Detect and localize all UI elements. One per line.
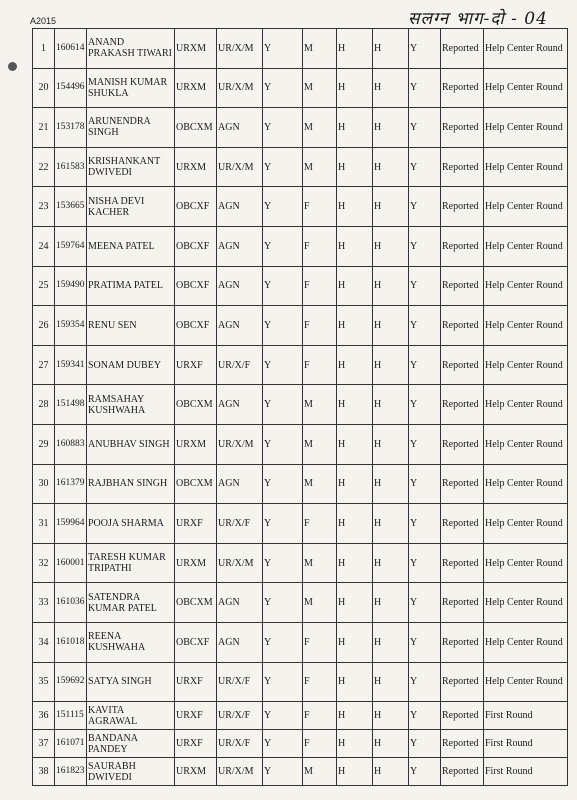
subject-cell: H xyxy=(373,464,409,504)
serial-number-cell: 20 xyxy=(33,68,55,108)
application-id-cell: 159692 xyxy=(55,662,87,702)
gender-cell: F xyxy=(303,226,337,266)
status-cell: Reported xyxy=(441,504,484,544)
serial-number-cell: 32 xyxy=(33,543,55,583)
application-id-cell: 153665 xyxy=(55,187,87,227)
confirmation-cell: Y xyxy=(409,758,441,786)
serial-number-cell: 25 xyxy=(33,266,55,306)
status-cell: Reported xyxy=(441,622,484,662)
quota-cell: UR/X/M xyxy=(217,758,263,786)
serial-number-cell: 21 xyxy=(33,108,55,148)
gender-cell: F xyxy=(303,187,337,227)
candidate-name-cell: MANISH KUMAR SHUKLA xyxy=(87,68,175,108)
eligibility-cell: Y xyxy=(263,266,303,306)
eligibility-cell: Y xyxy=(263,583,303,623)
round-cell: Help Center Round xyxy=(484,504,568,544)
application-id-cell: 159354 xyxy=(55,306,87,346)
round-cell: Help Center Round xyxy=(484,306,568,346)
handwritten-annotation: सलग्न भाग-दो - 04 xyxy=(408,9,548,29)
domicile-cell: H xyxy=(337,385,373,425)
subject-cell: H xyxy=(373,662,409,702)
domicile-cell: H xyxy=(337,583,373,623)
eligibility-cell: Y xyxy=(263,385,303,425)
eligibility-cell: Y xyxy=(263,108,303,148)
serial-number-cell: 34 xyxy=(33,622,55,662)
quota-cell: AGN xyxy=(217,108,263,148)
round-cell: Help Center Round xyxy=(484,68,568,108)
category-cell: OBCXF xyxy=(175,187,217,227)
status-cell: Reported xyxy=(441,68,484,108)
domicile-cell: H xyxy=(337,543,373,583)
serial-number-cell: 28 xyxy=(33,385,55,425)
quota-cell: UR/X/M xyxy=(217,29,263,69)
confirmation-cell: Y xyxy=(409,662,441,702)
serial-number-cell: 22 xyxy=(33,147,55,187)
candidate-name-cell: NISHA DEVI KACHER xyxy=(87,187,175,227)
gender-cell: F xyxy=(303,662,337,702)
round-cell: Help Center Round xyxy=(484,424,568,464)
table-row xyxy=(33,226,568,266)
candidate-name-cell: SONAM DUBEY xyxy=(87,345,175,385)
gender-cell: M xyxy=(303,29,337,69)
subject-cell: H xyxy=(373,730,409,758)
confirmation-cell: Y xyxy=(409,108,441,148)
subject-cell: H xyxy=(373,543,409,583)
scan-mark xyxy=(8,62,17,71)
candidate-name-cell: POOJA SHARMA xyxy=(87,504,175,544)
subject-cell: H xyxy=(373,424,409,464)
subject-cell: H xyxy=(373,622,409,662)
candidate-name-cell: PRATIMA PATEL xyxy=(87,266,175,306)
gender-cell: M xyxy=(303,758,337,786)
application-id-cell: 161823 xyxy=(55,758,87,786)
eligibility-cell: Y xyxy=(263,147,303,187)
table-body xyxy=(33,29,568,786)
subject-cell: H xyxy=(373,29,409,69)
gender-cell: F xyxy=(303,504,337,544)
category-cell: URXM xyxy=(175,29,217,69)
quota-cell: UR/X/F xyxy=(217,345,263,385)
round-cell: Help Center Round xyxy=(484,266,568,306)
confirmation-cell: Y xyxy=(409,226,441,266)
application-id-cell: 161583 xyxy=(55,147,87,187)
status-cell: Reported xyxy=(441,424,484,464)
round-cell: Help Center Round xyxy=(484,345,568,385)
table-row xyxy=(33,345,568,385)
round-cell: Help Center Round xyxy=(484,226,568,266)
serial-number-cell: 36 xyxy=(33,702,55,730)
eligibility-cell: Y xyxy=(263,730,303,758)
category-cell: OBCXF xyxy=(175,226,217,266)
table-row xyxy=(33,543,568,583)
domicile-cell: H xyxy=(337,662,373,702)
round-cell: Help Center Round xyxy=(484,29,568,69)
status-cell: Reported xyxy=(441,266,484,306)
candidate-name-cell: REENA KUSHWAHA xyxy=(87,622,175,662)
table-row xyxy=(33,424,568,464)
category-cell: URXM xyxy=(175,543,217,583)
subject-cell: H xyxy=(373,504,409,544)
category-cell: URXF xyxy=(175,662,217,702)
candidate-name-cell: TARESH KUMAR TRIPATHI xyxy=(87,543,175,583)
round-cell: First Round xyxy=(484,758,568,786)
table-row xyxy=(33,504,568,544)
domicile-cell: H xyxy=(337,758,373,786)
subject-cell: H xyxy=(373,385,409,425)
subject-cell: H xyxy=(373,266,409,306)
round-cell: Help Center Round xyxy=(484,583,568,623)
eligibility-cell: Y xyxy=(263,662,303,702)
confirmation-cell: Y xyxy=(409,187,441,227)
confirmation-cell: Y xyxy=(409,266,441,306)
subject-cell: H xyxy=(373,68,409,108)
application-id-cell: 159764 xyxy=(55,226,87,266)
serial-number-cell: 33 xyxy=(33,583,55,623)
gender-cell: M xyxy=(303,583,337,623)
status-cell: Reported xyxy=(441,543,484,583)
confirmation-cell: Y xyxy=(409,702,441,730)
serial-number-cell: 1 xyxy=(33,29,55,69)
subject-cell: H xyxy=(373,147,409,187)
status-cell: Reported xyxy=(441,29,484,69)
candidate-name-cell: MEENA PATEL xyxy=(87,226,175,266)
domicile-cell: H xyxy=(337,424,373,464)
domicile-cell: H xyxy=(337,147,373,187)
candidate-name-cell: ANAND PRAKASH TIWARI xyxy=(87,29,175,69)
application-id-cell: 160001 xyxy=(55,543,87,583)
gender-cell: M xyxy=(303,543,337,583)
gender-cell: F xyxy=(303,702,337,730)
serial-number-cell: 37 xyxy=(33,730,55,758)
serial-number-cell: 29 xyxy=(33,424,55,464)
category-cell: URXM xyxy=(175,147,217,187)
table-row xyxy=(33,758,568,786)
domicile-cell: H xyxy=(337,702,373,730)
domicile-cell: H xyxy=(337,266,373,306)
gender-cell: F xyxy=(303,730,337,758)
domicile-cell: H xyxy=(337,622,373,662)
eligibility-cell: Y xyxy=(263,29,303,69)
quota-cell: AGN xyxy=(217,583,263,623)
quota-cell: UR/X/M xyxy=(217,543,263,583)
status-cell: Reported xyxy=(441,108,484,148)
table-row xyxy=(33,583,568,623)
domicile-cell: H xyxy=(337,464,373,504)
application-id-cell: 160883 xyxy=(55,424,87,464)
status-cell: Reported xyxy=(441,226,484,266)
domicile-cell: H xyxy=(337,306,373,346)
application-id-cell: 153178 xyxy=(55,108,87,148)
serial-number-cell: 31 xyxy=(33,504,55,544)
status-cell: Reported xyxy=(441,345,484,385)
domicile-cell: H xyxy=(337,345,373,385)
status-cell: Reported xyxy=(441,306,484,346)
serial-number-cell: 35 xyxy=(33,662,55,702)
subject-cell: H xyxy=(373,108,409,148)
table-row xyxy=(33,108,568,148)
round-cell: Help Center Round xyxy=(484,147,568,187)
serial-number-cell: 30 xyxy=(33,464,55,504)
candidate-name-cell: ARUNENDRA SINGH xyxy=(87,108,175,148)
candidate-name-cell: SATYA SINGH xyxy=(87,662,175,702)
candidate-name-cell: KRISHANKANT DWIVEDI xyxy=(87,147,175,187)
eligibility-cell: Y xyxy=(263,226,303,266)
confirmation-cell: Y xyxy=(409,504,441,544)
category-cell: URXF xyxy=(175,345,217,385)
category-cell: URXM xyxy=(175,424,217,464)
serial-number-cell: 27 xyxy=(33,345,55,385)
quota-cell: UR/X/F xyxy=(217,730,263,758)
candidate-name-cell: RAMSAHAY KUSHWAHA xyxy=(87,385,175,425)
gender-cell: F xyxy=(303,266,337,306)
candidate-name-cell: RAJBHAN SINGH xyxy=(87,464,175,504)
domicile-cell: H xyxy=(337,108,373,148)
status-cell: Reported xyxy=(441,702,484,730)
round-cell: Help Center Round xyxy=(484,662,568,702)
application-id-cell: 160614 xyxy=(55,29,87,69)
status-cell: Reported xyxy=(441,464,484,504)
domicile-cell: H xyxy=(337,504,373,544)
eligibility-cell: Y xyxy=(263,702,303,730)
quota-cell: UR/X/F xyxy=(217,702,263,730)
table-row xyxy=(33,662,568,702)
gender-cell: M xyxy=(303,68,337,108)
table-row xyxy=(33,730,568,758)
candidate-name-cell: SAURABH DWIVEDI xyxy=(87,758,175,786)
round-cell: Help Center Round xyxy=(484,108,568,148)
status-cell: Reported xyxy=(441,758,484,786)
application-id-cell: 159964 xyxy=(55,504,87,544)
quota-cell: AGN xyxy=(217,226,263,266)
confirmation-cell: Y xyxy=(409,424,441,464)
status-cell: Reported xyxy=(441,187,484,227)
confirmation-cell: Y xyxy=(409,306,441,346)
category-cell: OBCXM xyxy=(175,583,217,623)
application-id-cell: 154496 xyxy=(55,68,87,108)
quota-cell: AGN xyxy=(217,464,263,504)
application-id-cell: 161379 xyxy=(55,464,87,504)
subject-cell: H xyxy=(373,345,409,385)
candidate-name-cell: SATENDRA KUMAR PATEL xyxy=(87,583,175,623)
candidate-name-cell: RENU SEN xyxy=(87,306,175,346)
eligibility-cell: Y xyxy=(263,758,303,786)
category-cell: URXF xyxy=(175,702,217,730)
confirmation-cell: Y xyxy=(409,345,441,385)
round-cell: Help Center Round xyxy=(484,187,568,227)
eligibility-cell: Y xyxy=(263,306,303,346)
confirmation-cell: Y xyxy=(409,543,441,583)
candidate-name-cell: BANDANA PANDEY xyxy=(87,730,175,758)
table-row xyxy=(33,385,568,425)
subject-cell: H xyxy=(373,187,409,227)
category-cell: URXM xyxy=(175,68,217,108)
subject-cell: H xyxy=(373,758,409,786)
round-cell: Help Center Round xyxy=(484,543,568,583)
quota-cell: UR/X/M xyxy=(217,68,263,108)
quota-cell: UR/X/M xyxy=(217,424,263,464)
gender-cell: M xyxy=(303,424,337,464)
application-id-cell: 151498 xyxy=(55,385,87,425)
application-id-cell: 161071 xyxy=(55,730,87,758)
table-row xyxy=(33,306,568,346)
gender-cell: M xyxy=(303,464,337,504)
eligibility-cell: Y xyxy=(263,345,303,385)
domicile-cell: H xyxy=(337,226,373,266)
serial-number-cell: 24 xyxy=(33,226,55,266)
gender-cell: F xyxy=(303,622,337,662)
eligibility-cell: Y xyxy=(263,622,303,662)
quota-cell: AGN xyxy=(217,266,263,306)
confirmation-cell: Y xyxy=(409,464,441,504)
table-row xyxy=(33,266,568,306)
quota-cell: AGN xyxy=(217,187,263,227)
confirmation-cell: Y xyxy=(409,147,441,187)
category-cell: OBCXF xyxy=(175,622,217,662)
gender-cell: F xyxy=(303,345,337,385)
subject-cell: H xyxy=(373,583,409,623)
quota-cell: UR/X/F xyxy=(217,662,263,702)
domicile-cell: H xyxy=(337,187,373,227)
table-row xyxy=(33,147,568,187)
corner-page-label: A2015 xyxy=(30,16,57,26)
category-cell: URXF xyxy=(175,730,217,758)
subject-cell: H xyxy=(373,306,409,346)
quota-cell: UR/X/M xyxy=(217,147,263,187)
quota-cell: AGN xyxy=(217,622,263,662)
category-cell: URXM xyxy=(175,758,217,786)
quota-cell: UR/X/F xyxy=(217,504,263,544)
candidate-name-cell: KAVITA AGRAWAL xyxy=(87,702,175,730)
serial-number-cell: 38 xyxy=(33,758,55,786)
eligibility-cell: Y xyxy=(263,464,303,504)
confirmation-cell: Y xyxy=(409,583,441,623)
serial-number-cell: 26 xyxy=(33,306,55,346)
confirmation-cell: Y xyxy=(409,29,441,69)
confirmation-cell: Y xyxy=(409,730,441,758)
round-cell: Help Center Round xyxy=(484,385,568,425)
table-row xyxy=(33,464,568,504)
category-cell: OBCXM xyxy=(175,108,217,148)
application-id-cell: 159341 xyxy=(55,345,87,385)
category-cell: OBCXF xyxy=(175,306,217,346)
round-cell: Help Center Round xyxy=(484,622,568,662)
application-id-cell: 161036 xyxy=(55,583,87,623)
status-cell: Reported xyxy=(441,147,484,187)
serial-number-cell: 23 xyxy=(33,187,55,227)
category-cell: OBCXF xyxy=(175,266,217,306)
candidate-name-cell: ANUBHAV SINGH xyxy=(87,424,175,464)
round-cell: Help Center Round xyxy=(484,464,568,504)
category-cell: OBCXM xyxy=(175,464,217,504)
eligibility-cell: Y xyxy=(263,187,303,227)
gender-cell: M xyxy=(303,147,337,187)
table-row xyxy=(33,29,568,69)
table-row xyxy=(33,622,568,662)
confirmation-cell: Y xyxy=(409,622,441,662)
category-cell: URXF xyxy=(175,504,217,544)
table-row xyxy=(33,68,568,108)
quota-cell: AGN xyxy=(217,306,263,346)
subject-cell: H xyxy=(373,702,409,730)
application-id-cell: 151115 xyxy=(55,702,87,730)
eligibility-cell: Y xyxy=(263,543,303,583)
eligibility-cell: Y xyxy=(263,504,303,544)
eligibility-cell: Y xyxy=(263,424,303,464)
subject-cell: H xyxy=(373,226,409,266)
application-id-cell: 159490 xyxy=(55,266,87,306)
confirmation-cell: Y xyxy=(409,68,441,108)
eligibility-cell: Y xyxy=(263,68,303,108)
allotment-table xyxy=(32,28,568,786)
gender-cell: M xyxy=(303,385,337,425)
status-cell: Reported xyxy=(441,583,484,623)
status-cell: Reported xyxy=(441,730,484,758)
domicile-cell: H xyxy=(337,730,373,758)
round-cell: First Round xyxy=(484,702,568,730)
domicile-cell: H xyxy=(337,68,373,108)
status-cell: Reported xyxy=(441,662,484,702)
category-cell: OBCXM xyxy=(175,385,217,425)
confirmation-cell: Y xyxy=(409,385,441,425)
quota-cell: AGN xyxy=(217,385,263,425)
application-id-cell: 161018 xyxy=(55,622,87,662)
gender-cell: F xyxy=(303,306,337,346)
round-cell: First Round xyxy=(484,730,568,758)
table-row xyxy=(33,702,568,730)
gender-cell: M xyxy=(303,108,337,148)
domicile-cell: H xyxy=(337,29,373,69)
status-cell: Reported xyxy=(441,385,484,425)
table-row xyxy=(33,187,568,227)
